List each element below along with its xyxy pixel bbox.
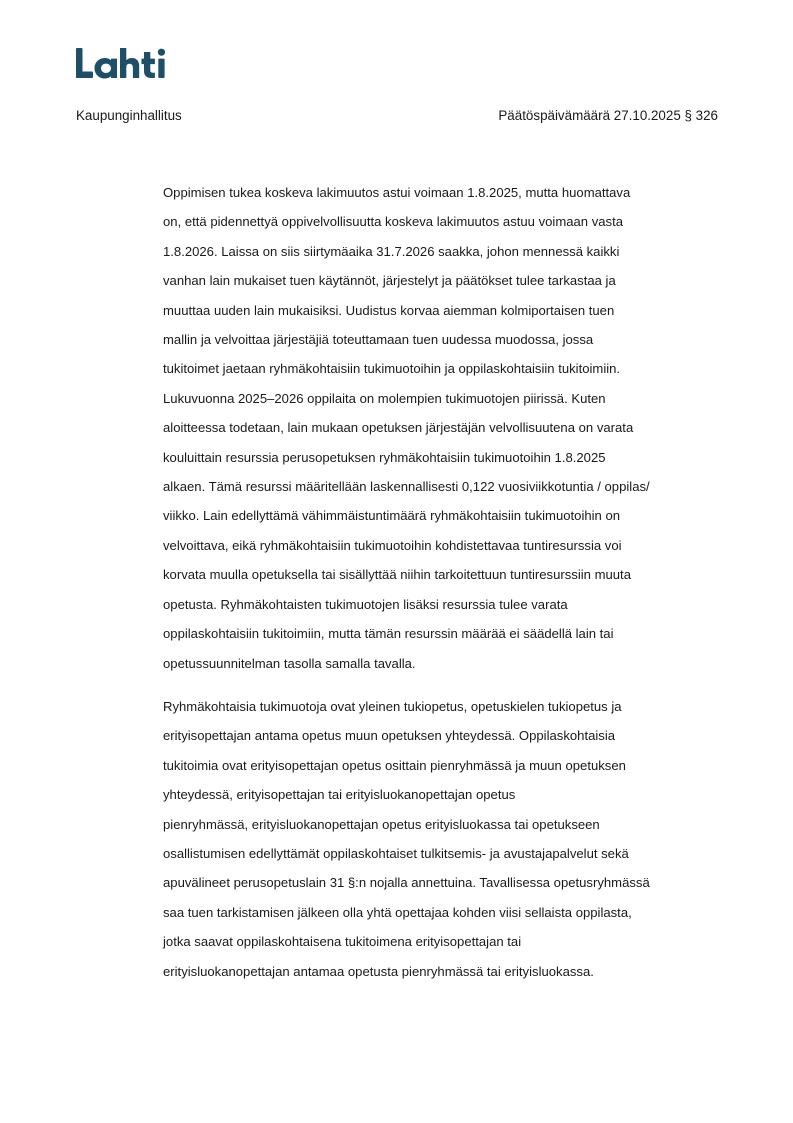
text-line: korvata muulla opetuksella tai sisällyttää niihin tarkoitettuun tuntiresurssiin muuta bbox=[163, 567, 631, 583]
text-line: viikko. Lain edellyttämä vähimmäistuntimäärä ryhmäkohtaisiin tukimuotoihin on bbox=[163, 508, 621, 524]
lahti-logo-icon bbox=[75, 44, 167, 82]
text-line: aloitteessa todetaan, lain mukaan opetuksen järjestäjän velvollisuutena on varata bbox=[163, 420, 634, 436]
logo-text bbox=[75, 82, 76, 83]
document-header bbox=[76, 106, 718, 126]
text-line: Oppimisen tukea koskeva lakimuutos astui voimaan 1.8.2025, mutta huomattava bbox=[163, 185, 631, 200]
text-line: erityisopettajan antama opetus muun opetuksen yhteydessä. Oppilaskohtaisia bbox=[163, 728, 616, 744]
text-line: pienryhmässä, erityisluokanopettajan opetus erityisluokassa tai opetukseen bbox=[163, 816, 600, 832]
text-line: 1.8.2026. Laissa on siis siirtymäaika 31.7.2026 saakka, johon mennessä kaikki bbox=[163, 243, 620, 259]
paragraph-1 bbox=[163, 178, 720, 678]
text-line: alkaen. Tämä resurssi määritellään laskennallisesti 0,122 vuosiviikkotuntia / oppilas/ bbox=[163, 479, 650, 495]
text-line: velvoittava, eikä ryhmäkohtaisiin tukimuotoihin kohdistettavaa tuntiresurssia voi bbox=[163, 537, 622, 553]
text-line: mallin ja velvoittaa järjestäjiä toteuttamaan tuen uudessa muodossa, jossa bbox=[163, 332, 594, 348]
document-body bbox=[163, 178, 720, 1000]
text-line: on, että pidennettyä oppivelvollisuutta koskeva lakimuutos astuu voimaan vasta bbox=[163, 214, 624, 230]
text-line: oppilaskohtaisiin tukitoimiin, mutta tämän resurssin määrää ei säädellä lain tai bbox=[163, 626, 614, 642]
text-line: osallistumisen edellyttämät oppilaskohtaiset tulkitsemis- ja avustajapalvelut sekä bbox=[163, 845, 629, 861]
paragraph-2 bbox=[163, 692, 720, 986]
lahti-logo bbox=[75, 44, 167, 82]
text-line: opetussuunnitelman tasolla samalla tavalla. bbox=[163, 655, 416, 671]
text-line: vanhan lain mukaiset tuen käytännöt, järjestelyt ja päätökset tulee tarkastaa ja bbox=[163, 273, 616, 289]
text-line: yhteydessä, erityisopettajan tai erityisluokanopettajan opetus bbox=[163, 787, 516, 803]
decision-date-section: Päätöspäivämäärä 27.10.2025 § 326 bbox=[498, 108, 718, 123]
text-line: tukitoimia ovat erityisopettajan opetus osittain pienryhmässä ja muun opetuksen bbox=[163, 757, 626, 773]
organization-name: Kaupunginhallitus bbox=[76, 108, 182, 123]
text-line: erityisluokanopettajan antamaa opetusta pienryhmässä tai erityisluokassa. bbox=[163, 963, 594, 979]
text-line: tukitoimet jaetaan ryhmäkohtaisiin tukimuotoihin ja oppilaskohtaisiin tukitoimiin. bbox=[163, 361, 621, 377]
text-line: jotka saavat oppilaskohtaisena tukitoimena erityisopettajan tai bbox=[163, 934, 522, 950]
text-line: saa tuen tarkistamisen jälkeen olla yhtä opettajaa kohden viisi sellaista oppilasta, bbox=[163, 904, 632, 920]
text-line: muuttaa uuden lain mukaisiksi. Uudistus korvaa aiemman kolmiportaisen tuen bbox=[163, 302, 615, 318]
text-line: Ryhmäkohtaisia tukimuotoja ovat yleinen tukiopetus, opetuskielen tukiopetus ja bbox=[163, 698, 622, 714]
text-line: apuvälineet perusopetuslain 31 §:n nojalla annettuina. Tavallisessa opetusryhmässä bbox=[163, 875, 650, 891]
text-line: kouluittain resurssia perusopetuksen ryhmäkohtaisiin tukimuotoihin 1.8.2025 bbox=[163, 449, 606, 465]
text-line: Lukuvuonna 2025–2026 oppilaita on molempien tukimuotojen piirissä. Kuten bbox=[163, 390, 606, 406]
text-line: opetusta. Ryhmäkohtaisten tukimuotojen lisäksi resurssia tulee varata bbox=[163, 596, 568, 612]
